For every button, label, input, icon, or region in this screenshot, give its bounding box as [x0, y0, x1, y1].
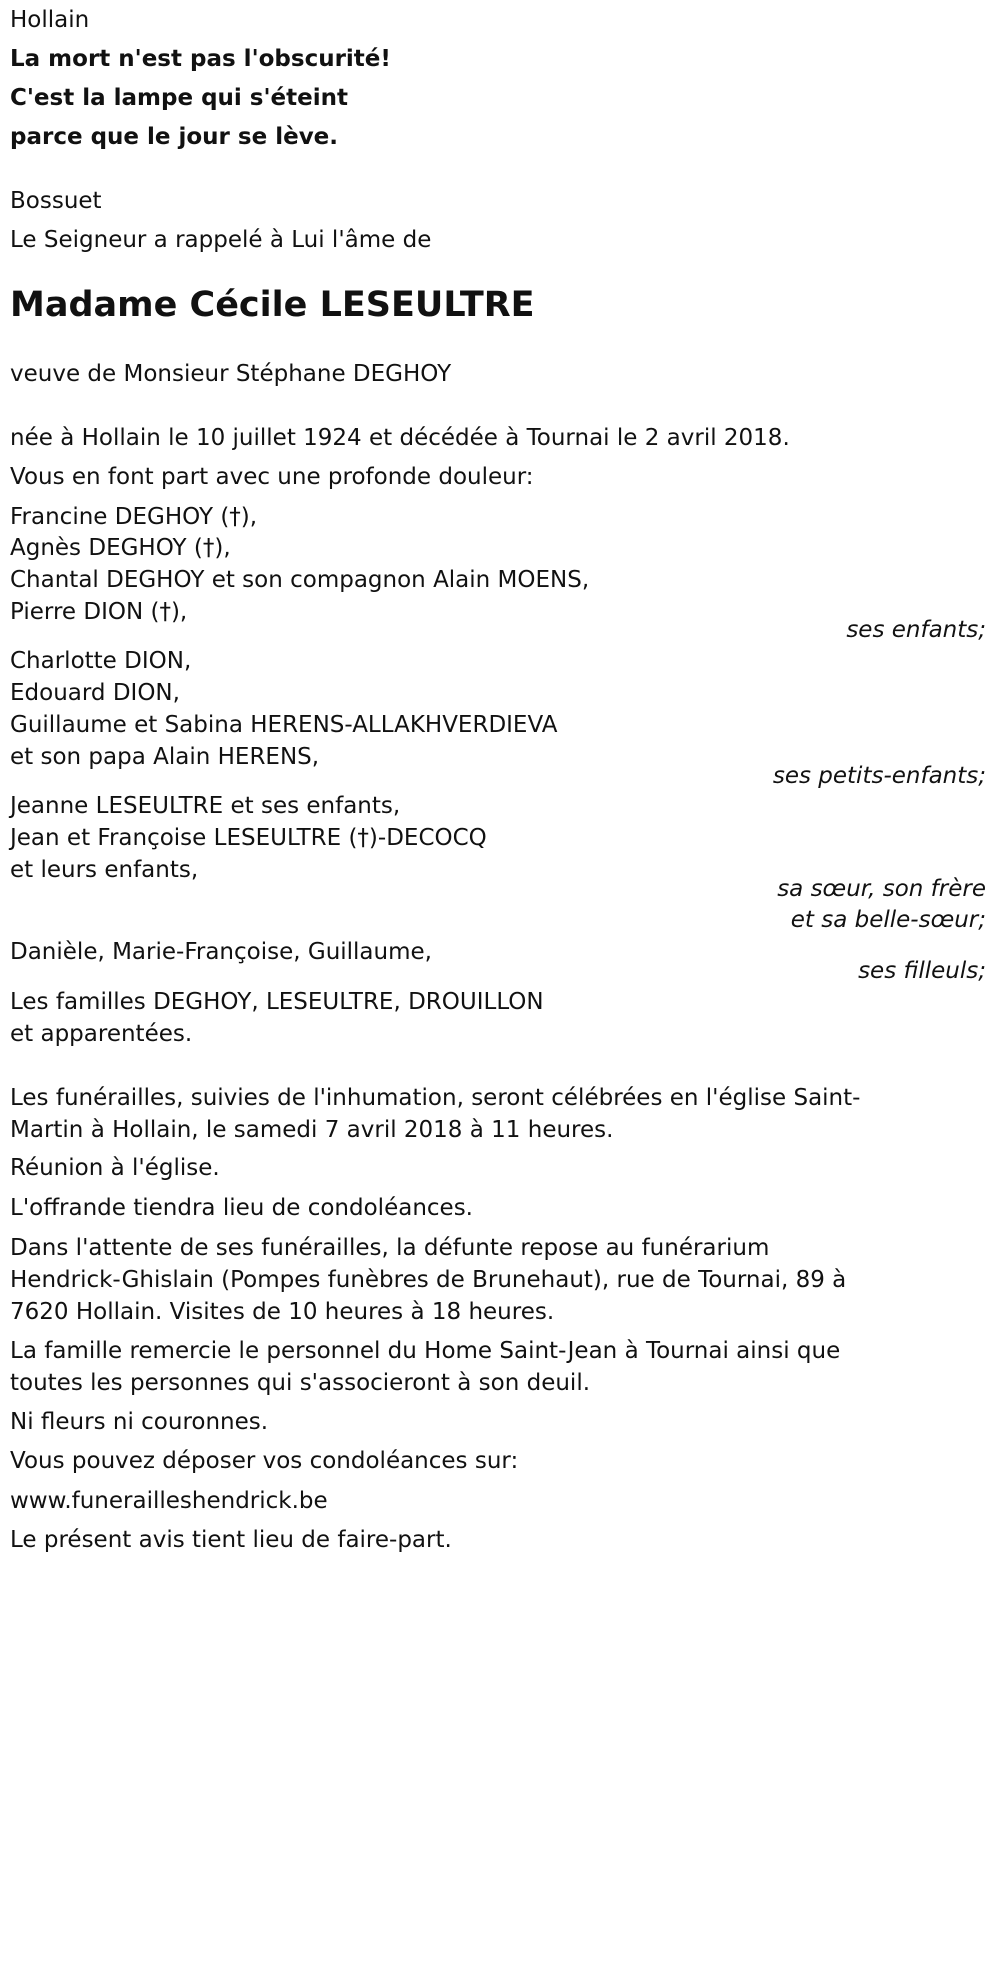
family-member: Danièle, Marie-Françoise, Guillaume,: [10, 939, 432, 965]
place-name: Hollain: [10, 7, 90, 33]
rest-text: 7620 Hollain. Visites de 10 heures à 18 heures.: [10, 1299, 555, 1325]
announcement-line: Vous en font part avec une profonde douleur:: [10, 464, 534, 490]
rest-text: Hendrick-Ghislain (Pompes funèbres de Brunehaut), rue de Tournai, 89 à: [10, 1267, 847, 1293]
family-member: et son papa Alain HERENS,: [10, 744, 320, 770]
notice-text: Le présent avis tient lieu de faire-part.: [10, 1527, 452, 1553]
intro-text: Le Seigneur a rappelé à Lui l'âme de: [10, 227, 432, 253]
funeral-text: Les funérailles, suivies de l'inhumation, seront célébrées en l'église Saint-: [10, 1085, 861, 1111]
quote-line: C'est la lampe qui s'éteint: [10, 85, 348, 111]
quote-author: Bossuet: [10, 188, 102, 214]
relation-label: ses enfants;: [846, 617, 986, 643]
dates-line: née à Hollain le 10 juillet 1924 et décédée à Tournai le 2 avril 2018.: [10, 425, 790, 451]
relation-label: et sa belle-sœur;: [790, 907, 986, 933]
relation-label: sa sœur, son frère: [777, 876, 986, 902]
family-member: Edouard DION,: [10, 680, 180, 706]
relation-label: ses petits-enfants;: [772, 763, 986, 789]
offering-text: L'offrande tiendra lieu de condoléances.: [10, 1195, 473, 1221]
family-member: Charlotte DION,: [10, 648, 192, 674]
family-member: et leurs enfants,: [10, 857, 199, 883]
family-member: Jeanne LESEULTRE et ses enfants,: [10, 793, 401, 819]
thanks-text: La famille remercie le personnel du Home Saint-Jean à Tournai ainsi que: [10, 1338, 841, 1364]
funeral-text: Martin à Hollain, le samedi 7 avril 2018 à 11 heures.: [10, 1117, 614, 1143]
meeting-text: Réunion à l'église.: [10, 1155, 220, 1181]
family-member: Jean et Françoise LESEULTRE (†)-DECOCQ: [10, 825, 487, 851]
quote-line: La mort n'est pas l'obscurité!: [10, 46, 391, 72]
quote-line: parce que le jour se lève.: [10, 124, 339, 150]
family-member: Francine DEGHOY (†),: [10, 504, 258, 530]
condolences-text: Vous pouvez déposer vos condoléances sur:: [10, 1448, 519, 1474]
family-member: Guillaume et Sabina HERENS-ALLAKHVERDIEVA: [10, 712, 558, 738]
flowers-text: Ni fleurs ni couronnes.: [10, 1409, 269, 1435]
deceased-name: Madame Cécile LESEULTRE: [10, 285, 535, 325]
rest-text: Dans l'attente de ses funérailles, la défunte repose au funérarium: [10, 1235, 770, 1261]
relation-label: ses filleuls;: [858, 958, 986, 984]
family-member: Agnès DEGHOY (†),: [10, 535, 231, 561]
family-member: et apparentées.: [10, 1021, 193, 1047]
spouse-line: veuve de Monsieur Stéphane DEGHOY: [10, 361, 452, 387]
website-link[interactable]: www.funerailleshendrick.be: [10, 1488, 328, 1514]
thanks-text: toutes les personnes qui s'associeront à son deuil.: [10, 1370, 591, 1396]
family-member: Chantal DEGHOY et son compagnon Alain MOENS,: [10, 567, 590, 593]
family-member: Les familles DEGHOY, LESEULTRE, DROUILLON: [10, 989, 544, 1015]
family-member: Pierre DION (†),: [10, 599, 188, 625]
